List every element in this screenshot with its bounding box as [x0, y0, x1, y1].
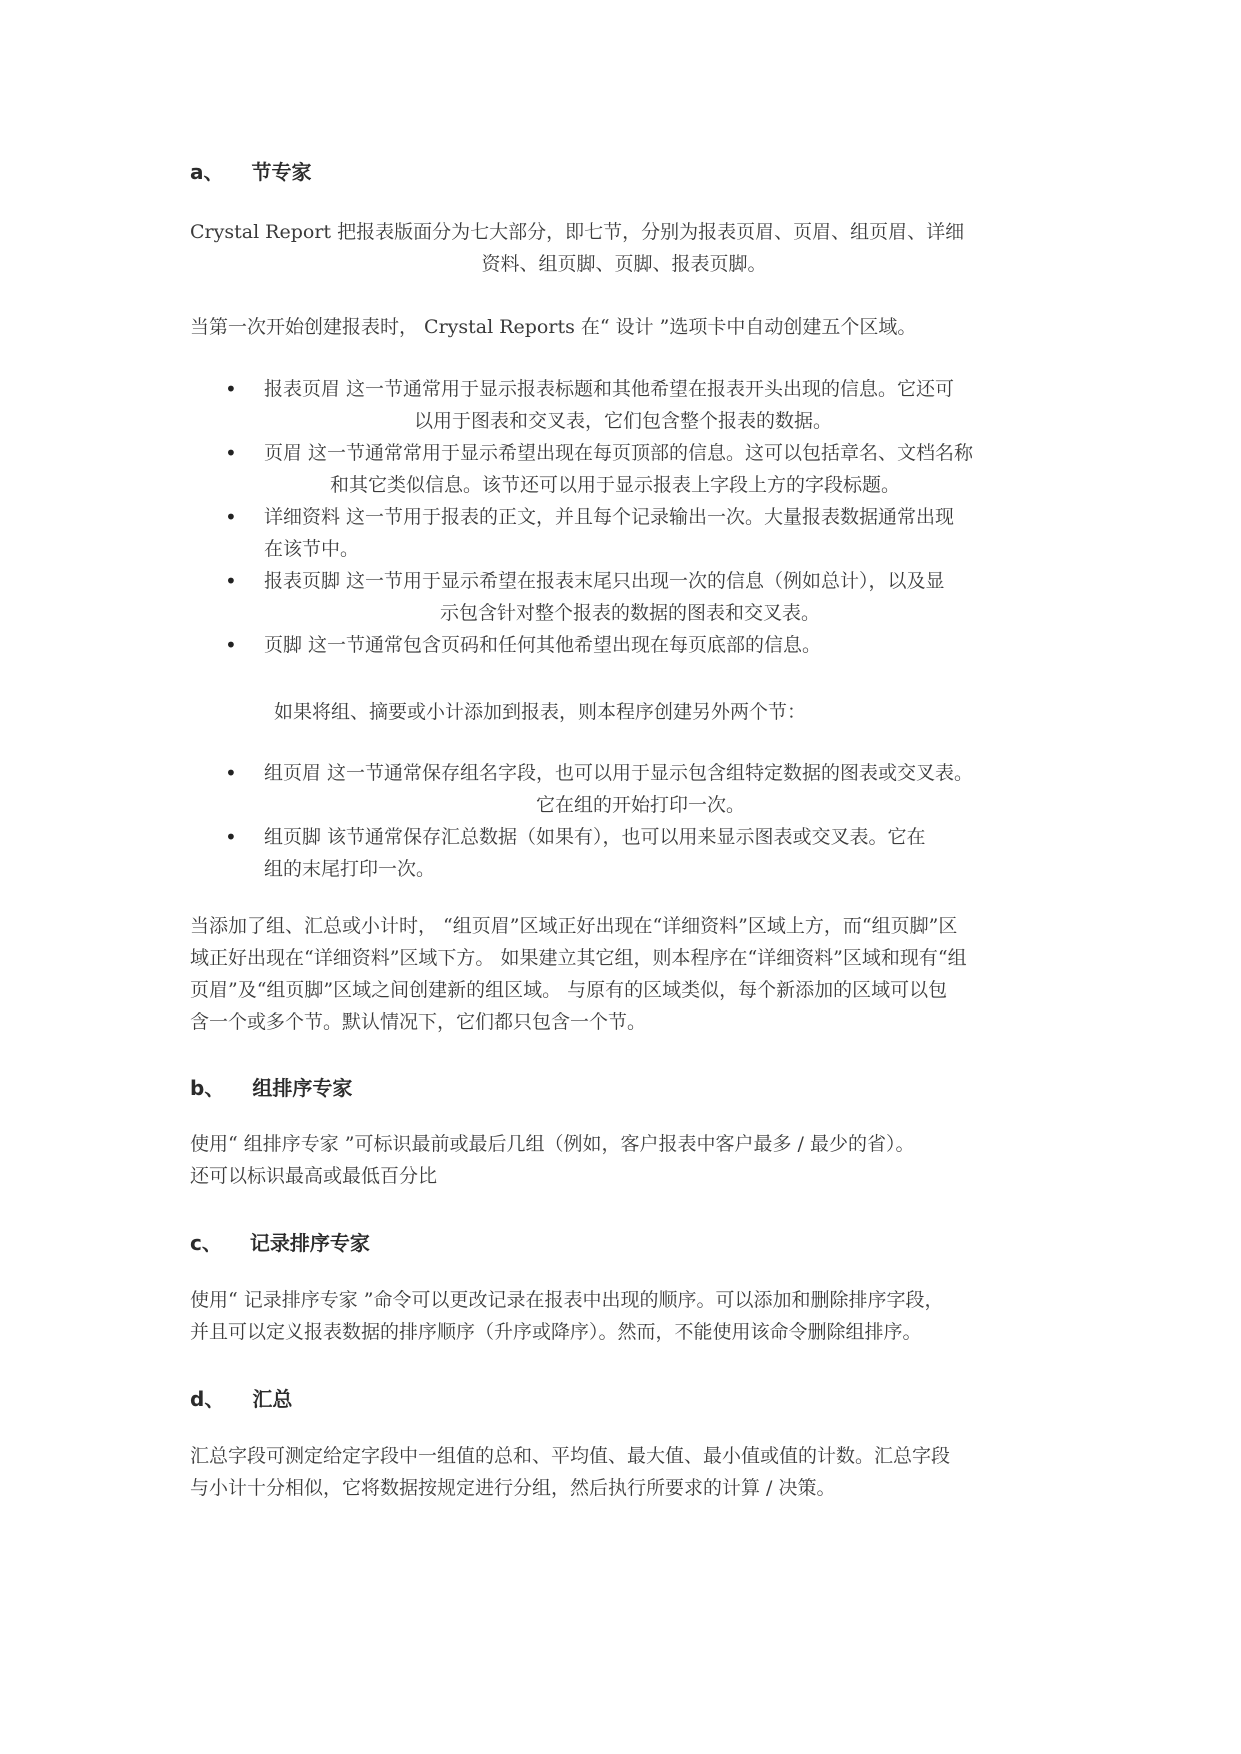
- paragraph-line: 汇总字段可测定给定字段中一组值的总和、平均值、最大值、最小值或值的计数。汇总字段: [190, 1445, 951, 1467]
- intro-line-1: Crystal Report 把报表版面分为七大部分，即七节，分别为报表页眉、页眉、组页眉、详细: [190, 221, 965, 243]
- list-item-line-1: 组页脚 该节通常保存汇总数据（如果有），也可以用来显示图表或交叉表。它在: [264, 826, 926, 848]
- bullet-dot: •: [225, 505, 237, 529]
- intro-line-2: 资料、组页脚、页脚、报表页脚。: [481, 253, 767, 275]
- list-item: [264, 821, 1064, 885]
- list-item: [264, 629, 1064, 661]
- section-d-title: 汇总: [252, 1387, 293, 1411]
- section-d-heading: [190, 1383, 292, 1412]
- section-b-heading: [190, 1072, 352, 1101]
- list-item: [264, 501, 1064, 565]
- paragraph-line: 使用“ 组排序专家 ”可标识最前或最后几组（例如，客户报表中客户最多 / 最少的省）。: [190, 1133, 915, 1155]
- group-intro-paragraph: [274, 696, 1142, 728]
- paragraph-line: 当添加了组、汇总或小计时， “组页眉”区域正好出现在“详细资料”区域上方，而“组页脚”区: [190, 915, 958, 937]
- paragraph-line: 还可以标识最高或最低百分比: [190, 1165, 438, 1187]
- list-item-line-1: 报表页眉 这一节通常用于显示报表标题和其他希望在报表开头出现的信息。它还可: [264, 378, 955, 400]
- paragraph-line: 域正好出现在“详细资料”区域下方。 如果建立其它组，则本程序在“详细资料”区域和现有“组: [190, 947, 967, 969]
- group-area-paragraph: [190, 910, 1058, 1038]
- bullet-dot: •: [225, 761, 237, 785]
- list-item: [264, 373, 1064, 437]
- list-item-line-1: 页眉 这一节通常常用于显示希望出现在每页顶部的信息。这可以包括章名、文档名称: [264, 442, 974, 464]
- bullet-dot: •: [225, 441, 237, 465]
- list-item: [264, 565, 1064, 629]
- paragraph-line: 含一个或多个节。默认情况下，它们都只包含一个节。: [190, 1011, 647, 1033]
- paragraph-line: 页眉”及“组页脚”区域之间创建新的组区域。 与原有的区域类似，每个新添加的区域可以包: [190, 979, 948, 1001]
- section-a-label: a、: [190, 160, 224, 184]
- list-item-line-2: 以用于图表和交叉表，它们包含整个报表的数据。: [414, 410, 833, 432]
- first-create-line: 当第一次开始创建报表时， Crystal Reports 在“ 设计 ”选项卡中自动创建五个区域。: [190, 316, 917, 338]
- section-a-heading: [190, 156, 312, 185]
- paragraph-line: 与小计十分相似，它将数据按规定进行分组，然后执行所要求的计算 / 决策。: [190, 1477, 836, 1499]
- bullet-dot: •: [225, 825, 237, 849]
- paragraph-line: 使用“ 记录排序专家 ”命令可以更改记录在报表中出现的顺序。可以添加和删除排序字段，: [190, 1289, 944, 1311]
- paragraph-line: 并且可以定义报表数据的排序顺序（升序或降序）。然而，不能使用该命令删除组排序。: [190, 1321, 922, 1343]
- list-item-line-2: 在该节中。: [264, 538, 360, 560]
- list-item: [264, 437, 1064, 501]
- section-c-label: c、: [190, 1231, 222, 1255]
- list-item-line-1: 详细资料 这一节用于报表的正文，并且每个记录输出一次。大量报表数据通常出现: [264, 506, 955, 528]
- list-item-line-1: 报表页脚 这一节用于显示希望在报表末尾只出现一次的信息（例如总计），以及显: [264, 570, 945, 592]
- first-create-paragraph: [190, 311, 1058, 343]
- list-item: [264, 757, 1064, 821]
- bullet-dot: •: [225, 633, 237, 657]
- section-d-paragraph: [190, 1440, 1058, 1504]
- list-item-line-2: 组的末尾打印一次。: [264, 858, 436, 880]
- section-c-heading: [190, 1227, 370, 1256]
- section-a-title: 节专家: [251, 160, 312, 184]
- list-item-line-2: 示包含针对整个报表的数据的图表和交叉表。: [440, 602, 821, 624]
- section-c-paragraph: [190, 1284, 1058, 1348]
- list-item-line-2: 和其它类似信息。该节还可以用于显示报表上字段上方的字段标题。: [330, 474, 901, 496]
- list-item-line-2: 它在组的开始打印一次。: [536, 794, 746, 816]
- section-b-title: 组排序专家: [252, 1076, 353, 1100]
- bullet-dot: •: [225, 377, 237, 401]
- section-d-label: d、: [190, 1387, 225, 1411]
- section-b-paragraph: [190, 1128, 1058, 1192]
- section-b-label: b、: [190, 1076, 225, 1100]
- intro-paragraph: [190, 216, 1058, 280]
- list-item-line-1: 页脚 这一节通常包含页码和任何其他希望出现在每页底部的信息。: [264, 634, 822, 656]
- section-c-title: 记录排序专家: [249, 1231, 370, 1255]
- bullet-dot: •: [225, 569, 237, 593]
- list-item-line-1: 组页眉 这一节通常保存组名字段，也可以用于显示包含组特定数据的图表或交叉表。: [264, 762, 974, 784]
- group-intro-line: 如果将组、摘要或小计添加到报表，则本程序创建另外两个节：: [274, 701, 807, 723]
